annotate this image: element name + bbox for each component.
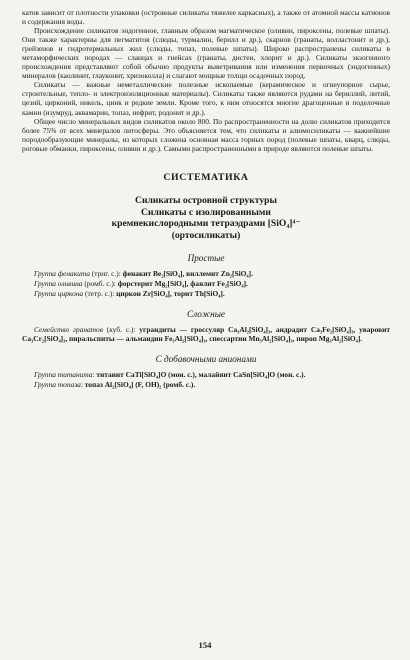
subtitle-line-4: (ортосиликаты) — [171, 230, 241, 242]
mineral-list: фенакит Be₂[SiO₄], виллемит Zn₂[SiO₄]. — [122, 269, 253, 279]
count-paragraph: Общее число минеральных видов силикатов около 800. По распространенности на долю силикатов приходится более 75% от всех минералов литосферы. Это объясняется тем, что силикаты и алюмосиликаты — важнейшие породообразующие минералы, из которых сложена основная масса горных пород (полевые шпаты, кварц, слюды, роговые обманки, пироксены, оливин и др.). Самыми распространенными в природе являются полевые шпаты. — [22, 116, 390, 153]
crystal-system: (тетр. с.): — [83, 289, 117, 299]
list-item — [22, 325, 390, 343]
subsection-anions: С добавочными анионами — [155, 354, 257, 365]
mineral-list: топаз Al₂[SiO₄] (F, OH)₂ (ромб. с.). — [84, 380, 196, 390]
crystal-system: (ромб. с.): — [82, 279, 118, 289]
subtitle-block — [22, 195, 390, 242]
intro-tail-paragraph: катов зависит от плотности упаковки (островные силикаты тяжелее каркасных), а также от атомной массы катионов и содержания воды. — [22, 8, 390, 27]
list-item — [22, 370, 390, 379]
group-name: Семейство гранатов — [34, 325, 103, 335]
crystal-system: : — [80, 380, 85, 390]
list-item — [22, 289, 390, 298]
list-item — [22, 279, 390, 288]
subtitle-line-2: Силикаты с изолированными — [141, 206, 271, 218]
list-item — [22, 269, 390, 278]
page-number: 154 — [198, 640, 212, 650]
group-name: Группа циркона — [34, 289, 84, 299]
mineral-list: титанит CaTi[SiO₄]O (мон. с.), малайяит CaSn[SiO₄]O (мон. с.). — [96, 370, 306, 380]
subtitle-line-3: кремнекислородными тетраэдрами [SiO₄]⁴⁻ — [111, 218, 301, 230]
group-name: Группа титанита — [34, 370, 93, 380]
crystal-system: : — [92, 370, 97, 380]
crystal-system: (триг. с.): — [89, 269, 123, 279]
uses-paragraph: Силикаты — важные неметаллические полезные ископаемые (керамическое и огнеупорное сырье, строительные, тепло- и электроизоляционные материалы). Силикаты также являются рудами на бериллий, литий, цезий, цирконий, никель, цинк и редкие земли. Кроме того, к ним относятся многие драгоценные и поделочные камни (изумруд, аквамарин, топаз, нефрит, родонит и др.). — [22, 80, 390, 117]
group-name: Группа оливина — [34, 279, 83, 289]
list-item — [22, 380, 390, 389]
group-name: Группа топаза — [34, 380, 81, 390]
crystal-system: (куб. с.): — [102, 325, 140, 335]
origin-paragraph: Происхождение силикатов эндогенное, главным образом магматическое (оливин, пироксены, полевые шпаты). Они также характерны для пегматитов (слюды, турмалин, берилл и др.), скарнов (гранаты, волластонит и др.), грейзенов и гидротермальных жил (слюды, топаз, полевые шпаты). Широко распространены силикаты в метаморфических породах — сланцах и гнейсах (гранаты, дистен, хлорит и др.). Силикаты экзогенного происхождения представляют собой обычно продукты выветривания или изменения первичных (эндогенных) минералов (каолинит, глауконит, хризоколла) и слагают мощные толщи осадочных пород. — [22, 26, 390, 81]
mineral-list: форстерит Mg₂[SiO₄], фаялит Fe₂[SiO₄]. — [117, 279, 248, 289]
subtitle-line-1: Силикаты островной структуры — [135, 194, 277, 206]
group-name: Группа фенакита — [34, 269, 90, 279]
mineral-list: циркон Zr[SiO₄], торит Th[SiO₄]. — [116, 289, 225, 299]
subsection-simple: Простые — [187, 252, 225, 263]
mineral-list: уграндиты — гроссуляр Ca₃Al₂[SiO₄]₃, андрадит Ca₃Fe₂[SiO₄]₃, уваровит Ca₃Cr₂[SiO₄]₃, пиральспиты — альмандин Fe₃Al₂[SiO₄]₃, спессартин Mn₃Al₂[SiO₄]₃, пироп Mg₃Al₂[SiO₄]. — [22, 325, 390, 344]
subsection-complex: Сложные — [186, 309, 225, 320]
section-heading: СИСТЕМАТИКА — [163, 171, 249, 183]
